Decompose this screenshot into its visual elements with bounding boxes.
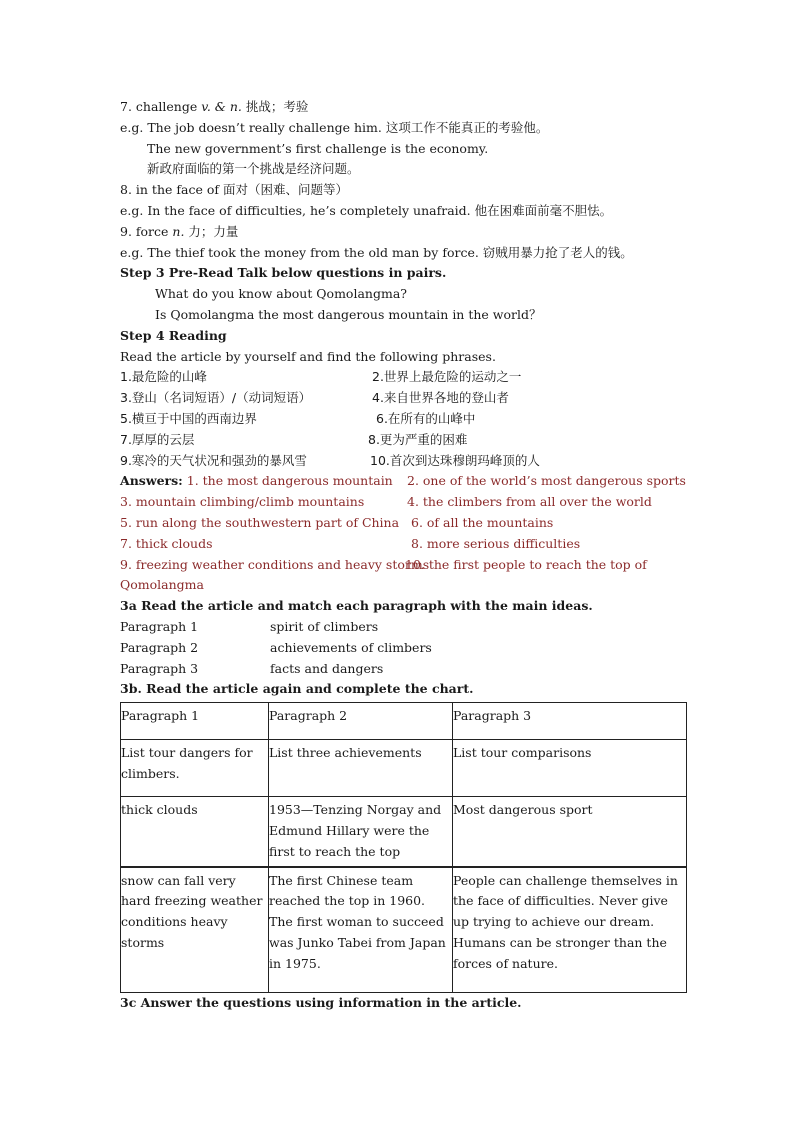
phrase-row: 9.寒冷的天气状况和强劲的暴风雪 10.首次到达珠穆朗玛峰顶的人 — [120, 452, 540, 468]
completion-chart — [120, 702, 687, 992]
chart-header-row — [121, 703, 687, 740]
chart-row — [121, 867, 687, 993]
step4-instruction: Read the article by yourself and find the following phrases. — [120, 348, 496, 364]
vocab-item-7: 7. challenge v. & n. 挑战；考验 — [120, 99, 309, 114]
answer-row-continuation: Qomolangma — [120, 577, 204, 593]
vocab-item-8: 8. in the face of 面对（困难、问题等） — [120, 182, 348, 198]
worksheet-page — [120, 97, 690, 1013]
chart-cell: Paragraph 2 — [269, 703, 453, 740]
chart-row — [121, 740, 687, 797]
step3-question-2: Is Qomolangma the most dangerous mountain in the world？ — [155, 306, 542, 322]
step3-title: Step 3 Pre-Read Talk below questions in pairs. — [120, 265, 447, 281]
chart-cell: List three achievements — [269, 740, 453, 797]
vocab-item-8-example: e.g. In the face of difficulties, he’s completely unafraid. 他在困难面前毫不胆怯。 — [120, 202, 613, 218]
vocab-item-7-example-2: The new government’s first challenge is the economy. — [147, 140, 489, 156]
answer-row: 5. run along the southwestern part of China 6. of all the mountains — [120, 514, 554, 530]
match-row: Paragraph 2 achievements of climbers — [120, 639, 432, 655]
task-3b-title: 3b. Read the article again and complete the chart. — [120, 681, 474, 697]
phrase-row: 3.登山（名词短语）/（动词短语） 4.来自世界各地的登山者 — [120, 390, 509, 406]
chart-cell: The first Chinese team reached the top in 1960. The first woman to succeed was Junko Tabei from Japan in 1975. — [269, 867, 453, 993]
vocab-item-9: 9. force n. 力；力量 — [120, 223, 239, 239]
chart-cell: thick clouds — [121, 797, 269, 867]
vocab-item-9-example: e.g. The thief took the money from the old man by force. 窃贼用暴力抢了老人的钱。 — [120, 244, 633, 260]
match-row: Paragraph 1 spirit of climbers — [120, 618, 379, 634]
chart-cell: List tour dangers for climbers. — [121, 740, 269, 797]
step4-title: Step 4 Reading — [120, 327, 227, 343]
vocab-item-7-example-1: e.g. The job doesn’t really challenge him. 这项工作不能真正的考验他。 — [120, 119, 549, 135]
step3-question-1: What do you know about Qomolangma? — [155, 286, 407, 302]
answer-row: Answers: 1. the most dangerous mountain 2. one of the world’s most dangerous sports — [120, 473, 686, 489]
task-3a-title: 3a Read the article and match each paragraph with the main ideas. — [120, 598, 593, 614]
chart-row — [121, 797, 687, 867]
chart-cell: Paragraph 3 — [453, 703, 687, 740]
task-3c-title: 3c Answer the questions using information in the article. — [120, 994, 522, 1010]
vocab-item-7-example-2-translation: 新政府面临的第一个挑战是经济问题。 — [147, 161, 360, 177]
chart-cell: 1953—Tenzing Norgay and Edmund Hillary were the first to reach the top — [269, 797, 453, 867]
match-row: Paragraph 3 facts and dangers — [120, 660, 384, 676]
phrase-row: 1.最危险的山峰 2.世界上最危险的运动之一 — [120, 369, 522, 385]
phrase-row: 7.厚厚的云层 8.更为严重的困难 — [120, 431, 468, 447]
chart-cell: Most dangerous sport — [453, 797, 687, 867]
answer-row: 9. freezing weather conditions and heavy storms 10. the first people to reach the top of — [120, 556, 647, 572]
chart-cell: snow can fall very hard freezing weather conditions heavy storms — [121, 867, 269, 993]
chart-cell: People can challenge themselves in the face of difficulties. Never give up trying to achieve our dream. Humans can be stronger than the forces of nature. — [453, 867, 687, 993]
chart-cell: List tour comparisons — [453, 740, 687, 797]
answer-row: 3. mountain climbing/climb mountains 4. the climbers from all over the world — [120, 494, 652, 510]
chart-cell: Paragraph 1 — [121, 703, 269, 740]
answer-row: 7. thick clouds 8. more serious difficulties — [120, 535, 581, 551]
phrase-row: 5.横亘于中国的西南边界 6.在所有的山峰中 — [120, 410, 476, 426]
